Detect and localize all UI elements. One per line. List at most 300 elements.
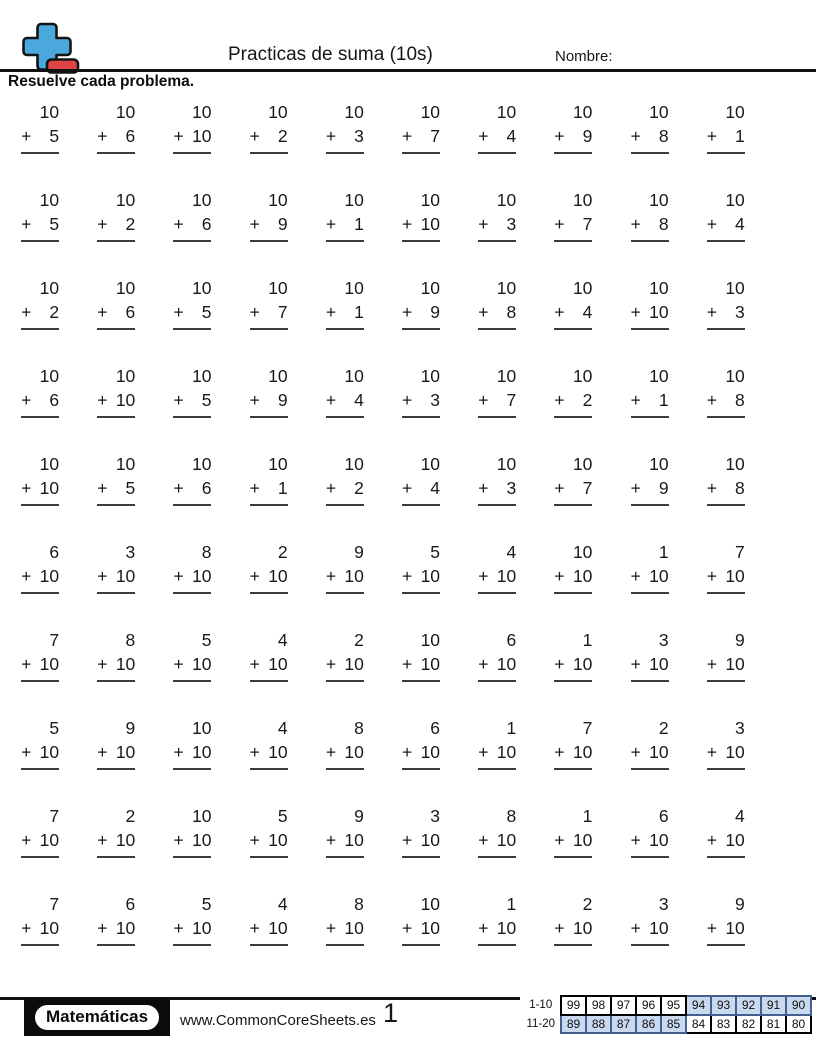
top-operand: 3 <box>430 806 441 826</box>
plus-operator: + <box>706 566 718 586</box>
answer-line[interactable] <box>326 768 364 770</box>
grading-cell: 86 <box>636 1015 661 1034</box>
plus-operator: + <box>325 302 337 322</box>
instruction-text: Resuelve cada problema. <box>8 73 195 90</box>
bottom-operand: + 3 <box>706 302 745 322</box>
answer-line[interactable] <box>631 768 669 770</box>
bottom-operand: + 10 <box>706 918 745 938</box>
addition-problem-r2-c4 <box>231 188 307 276</box>
bottom-operand: + 6 <box>173 478 212 498</box>
plus-operator: + <box>249 126 260 146</box>
top-operand: 10 <box>496 190 517 210</box>
top-operand: 10 <box>192 278 212 298</box>
top-operand: 10 <box>496 278 517 298</box>
bottom-operand: + 10 <box>173 654 212 674</box>
answer-line[interactable] <box>173 680 211 682</box>
plus-operator: + <box>402 478 413 498</box>
top-operand: 4 <box>277 894 288 914</box>
bottom-operand: + 9 <box>554 126 593 146</box>
answer-line[interactable] <box>21 680 59 682</box>
plus-operator: + <box>630 830 641 850</box>
answer-line[interactable] <box>478 240 516 242</box>
addition-problem-r7-c1 <box>2 628 78 716</box>
bottom-operand: + 10 <box>630 918 669 938</box>
plus-operator: + <box>478 918 489 938</box>
answer-line[interactable] <box>173 328 211 330</box>
plus-operator: + <box>325 830 337 850</box>
addition-problem-r4-c3 <box>154 364 230 452</box>
plus-operator: + <box>478 214 489 234</box>
addition-problem-r5-c7 <box>459 452 535 540</box>
answer-line[interactable] <box>97 416 135 418</box>
bottom-operand: + 2 <box>249 126 288 146</box>
bottom-operand: + 10 <box>554 654 593 674</box>
grading-cell: 83 <box>711 1015 736 1034</box>
top-operand: 10 <box>496 366 517 386</box>
answer-line[interactable] <box>707 856 745 858</box>
answer-line[interactable] <box>250 680 288 682</box>
bottom-operand: + 10 <box>706 566 745 586</box>
top-operand: 10 <box>725 102 745 122</box>
answer-line[interactable] <box>97 504 135 506</box>
answer-line[interactable] <box>326 680 364 682</box>
top-operand: 4 <box>277 630 288 650</box>
addition-problem-r5-c2 <box>78 452 154 540</box>
bottom-operand: + 10 <box>21 654 60 674</box>
plus-operator: + <box>325 654 337 674</box>
top-operand: 1 <box>506 894 517 914</box>
answer-line[interactable] <box>326 944 364 946</box>
plus-operator: + <box>97 918 108 938</box>
answer-line[interactable] <box>631 416 669 418</box>
answer-line[interactable] <box>554 680 592 682</box>
bottom-operand: + 7 <box>554 478 593 498</box>
answer-line[interactable] <box>326 504 364 506</box>
plus-operator: + <box>706 478 718 498</box>
bottom-operand: + 10 <box>478 830 517 850</box>
answer-line[interactable] <box>402 328 440 330</box>
answer-line[interactable] <box>478 328 516 330</box>
answer-line[interactable] <box>97 768 135 770</box>
answer-line[interactable] <box>631 680 669 682</box>
addition-problem-r2-c8 <box>535 188 611 276</box>
bottom-operand: + 5 <box>173 390 212 410</box>
bottom-operand: + 10 <box>478 566 517 586</box>
addition-problem-r10-c2 <box>78 892 154 980</box>
answer-line[interactable] <box>631 944 669 946</box>
answer-line[interactable] <box>21 856 59 858</box>
answer-line[interactable] <box>554 416 592 418</box>
bottom-operand: + 10 <box>21 566 60 586</box>
top-operand: 10 <box>115 102 136 122</box>
answer-line[interactable] <box>707 768 745 770</box>
plus-operator: + <box>97 830 108 850</box>
top-operand: 10 <box>496 454 517 474</box>
top-operand: 7 <box>735 542 745 562</box>
answer-line[interactable] <box>554 768 592 770</box>
answer-line[interactable] <box>554 856 592 858</box>
answer-line[interactable] <box>554 152 592 154</box>
answer-line[interactable] <box>21 768 59 770</box>
answer-line[interactable] <box>97 592 135 594</box>
plus-operator: + <box>402 390 413 410</box>
answer-line[interactable] <box>21 504 59 506</box>
top-operand: 6 <box>125 894 136 914</box>
answer-line[interactable] <box>631 240 669 242</box>
plus-operator: + <box>554 654 565 674</box>
addition-problem-r8-c3 <box>154 716 230 804</box>
top-operand: 5 <box>277 806 288 826</box>
page-number: 1 <box>383 998 399 1028</box>
plus-operator: + <box>402 566 413 586</box>
top-operand: 10 <box>420 278 441 298</box>
plus-operator: + <box>21 918 32 938</box>
plus-operator: + <box>249 566 260 586</box>
addition-problem-r2-c10 <box>688 188 764 276</box>
addition-problem-r7-c9 <box>612 628 688 716</box>
plus-operator: + <box>478 478 489 498</box>
top-operand: 8 <box>354 894 364 914</box>
bottom-operand: + 1 <box>630 390 669 410</box>
subject-badge-label: Matemáticas <box>34 1004 160 1031</box>
grading-cell: 88 <box>586 1015 611 1034</box>
top-operand: 10 <box>572 278 593 298</box>
top-operand: 10 <box>268 454 288 474</box>
answer-line[interactable] <box>402 768 440 770</box>
answer-line[interactable] <box>326 240 364 242</box>
answer-line[interactable] <box>21 416 59 418</box>
top-operand: 6 <box>506 630 517 650</box>
bottom-operand: + 10 <box>478 742 517 762</box>
addition-problem-r5-c8 <box>535 452 611 540</box>
answer-line[interactable] <box>326 416 364 418</box>
answer-line[interactable] <box>173 856 211 858</box>
top-operand: 10 <box>649 278 669 298</box>
top-operand: 5 <box>201 894 212 914</box>
grading-cell: 97 <box>611 996 636 1015</box>
addition-problem-r9-c1 <box>2 804 78 892</box>
plus-operator: + <box>630 742 641 762</box>
top-operand: 9 <box>354 806 364 826</box>
bottom-operand: + 10 <box>21 918 60 938</box>
plus-operator: + <box>554 742 565 762</box>
answer-line[interactable] <box>478 152 516 154</box>
answer-line[interactable] <box>402 856 440 858</box>
answer-line[interactable] <box>707 944 745 946</box>
answer-line[interactable] <box>631 152 669 154</box>
answer-line[interactable] <box>707 152 745 154</box>
answer-line[interactable] <box>554 328 592 330</box>
plus-operator: + <box>97 302 108 322</box>
top-operand: 10 <box>344 454 364 474</box>
addition-problem-r3-c10 <box>688 276 764 364</box>
answer-line[interactable] <box>97 944 135 946</box>
top-operand: 10 <box>725 190 745 210</box>
answer-line[interactable] <box>478 768 516 770</box>
bottom-operand: + 5 <box>21 126 60 146</box>
bottom-operand: + 9 <box>402 302 441 322</box>
bottom-operand: + 10 <box>249 742 288 762</box>
top-operand: 5 <box>201 630 212 650</box>
bottom-operand: + 10 <box>554 742 593 762</box>
top-operand: 10 <box>649 190 669 210</box>
answer-line[interactable] <box>97 240 135 242</box>
plus-operator: + <box>630 390 641 410</box>
top-operand: 7 <box>49 630 60 650</box>
addition-problem-r5-c5 <box>307 452 383 540</box>
addition-problem-r6-c2 <box>78 540 154 628</box>
top-operand: 10 <box>572 454 593 474</box>
answer-line[interactable] <box>326 152 364 154</box>
answer-line[interactable] <box>707 680 745 682</box>
addition-problem-r1-c9 <box>612 100 688 188</box>
addition-problem-r5-c10 <box>688 452 764 540</box>
answer-line[interactable] <box>97 328 135 330</box>
plus-operator: + <box>478 830 489 850</box>
addition-problem-r9-c9 <box>612 804 688 892</box>
addition-problem-r6-c3 <box>154 540 230 628</box>
plus-operator: + <box>554 918 565 938</box>
top-operand: 10 <box>344 366 364 386</box>
answer-line[interactable] <box>478 592 516 594</box>
bottom-operand: + 10 <box>173 918 212 938</box>
addition-problem-r1-c6 <box>383 100 459 188</box>
grading-cell: 91 <box>761 996 786 1015</box>
answer-line[interactable] <box>173 768 211 770</box>
problem-row-3 <box>2 276 764 364</box>
answer-line[interactable] <box>250 328 288 330</box>
plus-operator: + <box>478 126 489 146</box>
bottom-operand: + 8 <box>630 126 669 146</box>
answer-line[interactable] <box>250 240 288 242</box>
top-operand: 10 <box>344 278 364 298</box>
answer-line[interactable] <box>707 240 745 242</box>
top-operand: 3 <box>658 630 669 650</box>
answer-line[interactable] <box>250 856 288 858</box>
answer-line[interactable] <box>326 328 364 330</box>
top-operand: 3 <box>658 894 669 914</box>
bottom-operand: + 10 <box>402 654 441 674</box>
top-operand: 7 <box>582 718 593 738</box>
answer-line[interactable] <box>250 416 288 418</box>
addition-problem-r2-c5 <box>307 188 383 276</box>
answer-line[interactable] <box>21 944 59 946</box>
grading-cell: 89 <box>561 1015 586 1034</box>
addition-problem-r1-c5 <box>307 100 383 188</box>
answer-line[interactable] <box>250 504 288 506</box>
answer-line[interactable] <box>402 416 440 418</box>
top-operand: 3 <box>125 542 136 562</box>
bottom-operand: + 1 <box>325 302 364 322</box>
bottom-operand: + 10 <box>97 566 136 586</box>
answer-line[interactable] <box>173 944 211 946</box>
plus-operator: + <box>325 214 337 234</box>
bottom-operand: + 10 <box>554 566 593 586</box>
problem-row-9 <box>2 804 764 892</box>
plus-operator: + <box>706 302 718 322</box>
answer-line[interactable] <box>707 416 745 418</box>
bottom-operand: + 8 <box>630 214 669 234</box>
addition-problem-r1-c4 <box>231 100 307 188</box>
answer-line[interactable] <box>21 328 59 330</box>
top-operand: 10 <box>39 102 60 122</box>
answer-line[interactable] <box>402 240 440 242</box>
addition-problem-r1-c3 <box>154 100 230 188</box>
answer-line[interactable] <box>402 504 440 506</box>
bottom-operand: + 10 <box>706 654 745 674</box>
top-operand: 10 <box>192 102 212 122</box>
answer-line[interactable] <box>97 856 135 858</box>
addition-problem-r9-c2 <box>78 804 154 892</box>
top-operand: 1 <box>506 718 517 738</box>
answer-line[interactable] <box>631 592 669 594</box>
answer-line[interactable] <box>478 680 516 682</box>
answer-line[interactable] <box>21 240 59 242</box>
answer-line[interactable] <box>707 504 745 506</box>
answer-line[interactable] <box>402 680 440 682</box>
bottom-operand: + 9 <box>630 478 669 498</box>
addition-problem-r8-c10 <box>688 716 764 804</box>
addition-problem-r5-c6 <box>383 452 459 540</box>
plus-operator: + <box>554 566 565 586</box>
addition-problem-r9-c10 <box>688 804 764 892</box>
answer-line[interactable] <box>402 152 440 154</box>
top-operand: 10 <box>39 454 60 474</box>
top-operand: 10 <box>115 366 136 386</box>
top-operand: 10 <box>420 630 441 650</box>
bottom-operand: + 10 <box>402 830 441 850</box>
addition-problem-r8-c6 <box>383 716 459 804</box>
answer-line[interactable] <box>173 504 211 506</box>
bottom-operand: + 6 <box>21 390 60 410</box>
addition-problem-r8-c4 <box>231 716 307 804</box>
plus-operator: + <box>478 654 489 674</box>
answer-line[interactable] <box>707 592 745 594</box>
plus-operator: + <box>630 918 641 938</box>
answer-line[interactable] <box>631 328 669 330</box>
addition-problem-r10-c7 <box>459 892 535 980</box>
bottom-operand: + 10 <box>630 742 669 762</box>
top-operand: 10 <box>39 190 60 210</box>
answer-line[interactable] <box>326 856 364 858</box>
bottom-operand: + 4 <box>554 302 593 322</box>
plus-operator: + <box>554 390 565 410</box>
top-operand: 10 <box>268 190 288 210</box>
addition-problem-r7-c3 <box>154 628 230 716</box>
plus-operator: + <box>173 918 184 938</box>
answer-line[interactable] <box>21 592 59 594</box>
addition-problem-r4-c9 <box>612 364 688 452</box>
plus-operator: + <box>325 126 337 146</box>
answer-line[interactable] <box>554 240 592 242</box>
answer-line[interactable] <box>707 328 745 330</box>
answer-line[interactable] <box>97 680 135 682</box>
top-operand: 10 <box>192 366 212 386</box>
plus-operator: + <box>630 302 641 322</box>
grading-cell: 81 <box>761 1015 786 1034</box>
bottom-operand: + 5 <box>173 302 212 322</box>
answer-line[interactable] <box>478 856 516 858</box>
answer-line[interactable] <box>631 856 669 858</box>
plus-operator: + <box>706 654 718 674</box>
answer-line[interactable] <box>173 416 211 418</box>
plus-operator: + <box>706 214 718 234</box>
addition-problem-r9-c5 <box>307 804 383 892</box>
bottom-operand: + 10 <box>554 918 593 938</box>
bottom-operand: + 10 <box>21 830 60 850</box>
addition-problem-r5-c3 <box>154 452 230 540</box>
plus-operator: + <box>630 214 641 234</box>
top-operand: 10 <box>115 278 136 298</box>
bottom-operand: + 10 <box>97 830 136 850</box>
bottom-operand: + 6 <box>173 214 212 234</box>
answer-line[interactable] <box>173 152 211 154</box>
plus-operator: + <box>325 918 337 938</box>
addition-problem-r3-c7 <box>459 276 535 364</box>
bottom-operand: + 2 <box>97 214 136 234</box>
answer-line[interactable] <box>631 504 669 506</box>
answer-line[interactable] <box>478 504 516 506</box>
top-operand: 9 <box>735 894 745 914</box>
answer-line[interactable] <box>97 152 135 154</box>
answer-line[interactable] <box>402 944 440 946</box>
addition-problem-r3-c5 <box>307 276 383 364</box>
plus-operator: + <box>402 126 413 146</box>
plus-operator: + <box>249 654 260 674</box>
answer-line[interactable] <box>554 944 592 946</box>
answer-line[interactable] <box>173 592 211 594</box>
answer-line[interactable] <box>554 592 592 594</box>
plus-operator: + <box>478 390 489 410</box>
addition-problem-r9-c3 <box>154 804 230 892</box>
plus-operator: + <box>402 830 413 850</box>
answer-line[interactable] <box>21 152 59 154</box>
top-operand: 7 <box>49 806 60 826</box>
answer-line[interactable] <box>554 504 592 506</box>
plus-operator: + <box>706 830 718 850</box>
plus-operator: + <box>554 302 565 322</box>
bottom-operand: + 4 <box>325 390 364 410</box>
answer-line[interactable] <box>173 240 211 242</box>
answer-line[interactable] <box>478 416 516 418</box>
plus-operator: + <box>478 742 489 762</box>
addition-problem-r7-c6 <box>383 628 459 716</box>
plus-operator: + <box>173 566 184 586</box>
addition-problem-r10-c6 <box>383 892 459 980</box>
bottom-operand: + 3 <box>478 214 517 234</box>
top-operand: 7 <box>49 894 60 914</box>
plus-operator: + <box>21 566 32 586</box>
bottom-operand: + 1 <box>706 126 745 146</box>
bottom-operand: + 9 <box>249 214 288 234</box>
answer-line[interactable] <box>250 768 288 770</box>
bottom-operand: + 10 <box>249 566 288 586</box>
answer-line[interactable] <box>250 944 288 946</box>
top-operand: 6 <box>658 806 669 826</box>
addition-problem-r4-c7 <box>459 364 535 452</box>
answer-line[interactable] <box>402 592 440 594</box>
plus-operator: + <box>173 742 184 762</box>
answer-line[interactable] <box>250 152 288 154</box>
top-operand: 6 <box>430 718 441 738</box>
top-operand: 10 <box>420 454 441 474</box>
plus-operator: + <box>97 566 108 586</box>
bottom-operand: + 7 <box>402 126 441 146</box>
answer-line[interactable] <box>326 592 364 594</box>
top-operand: 6 <box>49 542 60 562</box>
answer-line[interactable] <box>478 944 516 946</box>
answer-line[interactable] <box>250 592 288 594</box>
